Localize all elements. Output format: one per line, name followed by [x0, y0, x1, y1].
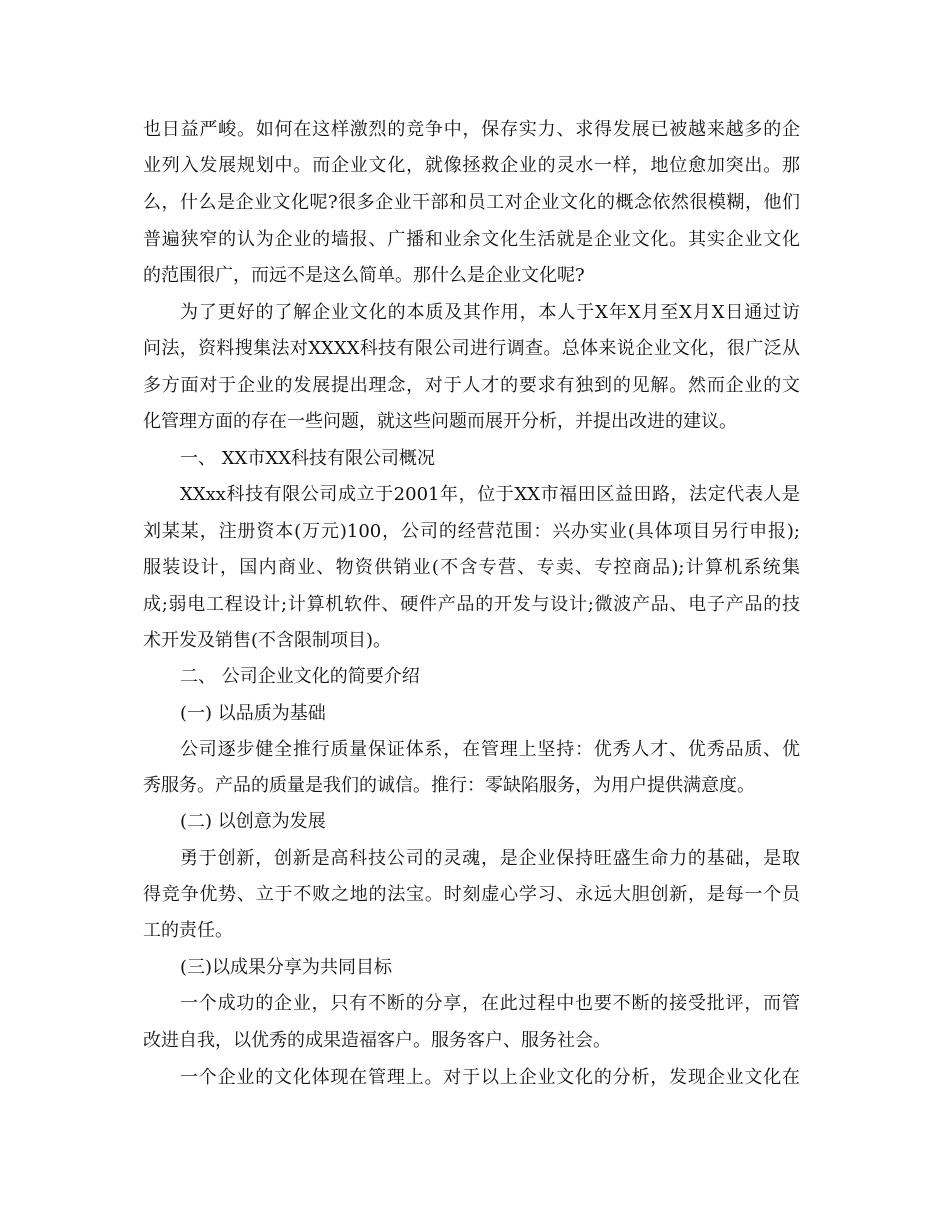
body-text-line: 也日益严峻。如何在这样激烈的竞争中，保存实力、求得发展已被越来越多的企 — [143, 119, 800, 140]
body-text-line: 普遍狭窄的认为企业的墙报、广播和业余文化生活就是企业文化。其实企业文化 — [143, 229, 800, 250]
body-text-line: 术开发及销售(不含限制项目)。 — [143, 630, 392, 651]
body-text-line: 化管理方面的存在一些问题，就这些问题而展开分析，并提出改进的建议。 — [143, 411, 737, 432]
section-heading: 一、 XX市XX科技有限公司概况 — [180, 448, 435, 469]
body-text-line: 服装设计，国内商业、物资供销业(不含专营、专卖、专控商品);计算机系统集 — [143, 557, 800, 578]
body-text-line: 一个企业的文化体现在管理上。对于以上企业文化的分析，发现企业文化在 — [180, 1067, 800, 1088]
subsection-heading: (二) 以创意为发展 — [180, 811, 326, 832]
body-text-line: 一个成功的企业，只有不断的分享，在此过程中也要不断的接受批评，而管 — [180, 993, 800, 1014]
body-text-line: 业列入发展规划中。而企业文化，就像拯救企业的灵水一样，地位愈加突出。那 — [143, 155, 800, 176]
body-text-line: 秀服务。产品的质量是我们的诚信。推行：零缺陷服务，为用户提供满意度。 — [143, 775, 755, 796]
body-text-line: 多方面对于企业的发展提出理念，对于人才的要求有独到的见解。然而企业的文 — [143, 375, 800, 396]
body-text-line: 公司逐步健全推行质量保证体系，在管理上坚持：优秀人才、优秀品质、优 — [180, 739, 800, 760]
body-text-line: 成;弱电工程设计;计算机软件、硬件产品的开发与设计;微波产品、电子产品的技 — [143, 594, 800, 615]
body-text-line: 刘某某，注册资本(万元)100，公司的经营范围：兴办实业(具体项目另行申报); — [143, 521, 800, 542]
body-text-line: 得竞争优势、立于不败之地的法宝。时刻虚心学习、永远大胆创新，是每一个员 — [143, 884, 800, 905]
body-text-line: 为了更好的了解企业文化的本质及其作用，本人于X年X月至X月X日通过访 — [180, 302, 800, 323]
body-text-line: 问法，资料搜集法对XXXX科技有限公司进行调查。总体来说企业文化，很广泛从 — [143, 338, 800, 359]
body-text-line: XXxx科技有限公司成立于2001年，位于XX市福田区益田路，法定代表人是 — [180, 484, 800, 505]
subsection-heading: (三)以成果分享为共同目标 — [180, 957, 393, 978]
body-text-line: 么，什么是企业文化呢?很多企业干部和员工对企业文化的概念依然很模糊，他们 — [143, 192, 800, 213]
body-text-line: 勇于创新，创新是高科技公司的灵魂，是企业保持旺盛生命力的基础，是取 — [180, 848, 800, 869]
body-text-line: 工的责任。 — [143, 920, 233, 941]
body-text-line: 的范围很广，而远不是这么简单。那什么是企业文化呢? — [143, 265, 585, 286]
body-text-line: 改进自我，以优秀的成果造福客户。服务客户、服务社会。 — [143, 1030, 611, 1051]
section-heading: 二、 公司企业文化的简要介绍 — [180, 666, 420, 687]
subsection-heading: (一) 以品质为基础 — [180, 703, 326, 724]
